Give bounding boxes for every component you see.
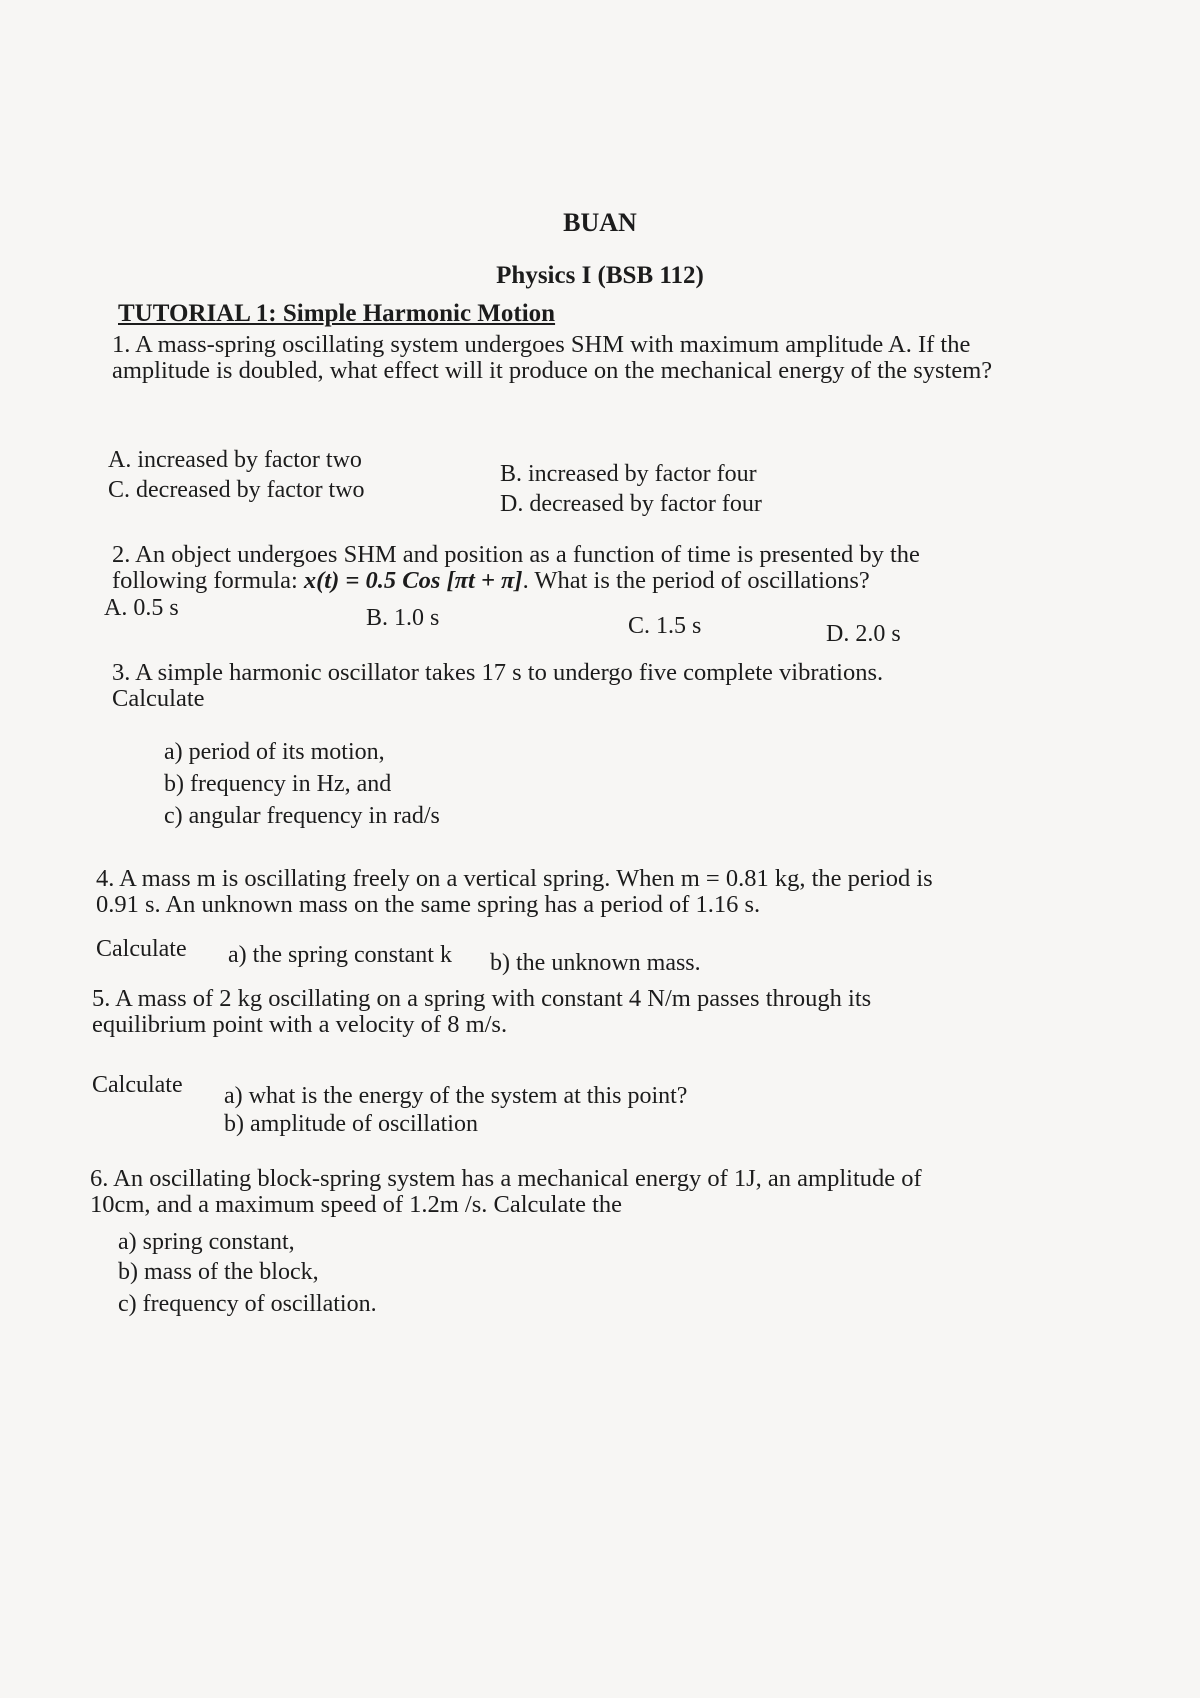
question-5-text: 5. A mass of 2 kg oscillating on a spring with constant 4 N/m passes through its equilibrium point with a velocity of 8 m/s. — [92, 985, 872, 1038]
question-4-part-a: a) the spring constant k — [228, 942, 452, 968]
question-4-part-b: b) the unknown mass. — [490, 950, 701, 976]
tutorial-title: TUTORIAL 1: Simple Harmonic Motion — [118, 300, 556, 327]
question-6-text: 6. An oscillating block-spring system has a mechanical energy of 1J, an amplitude of 10cm, and a maximum speed of 1.2m /s. Calculate the — [90, 1165, 922, 1218]
question-5-part-b: b) amplitude of oscillation — [224, 1111, 478, 1137]
question-4-text: 4. A mass m is oscillating freely on a vertical spring. When m = 0.81 kg, the period is 0.91 s. An unknown mass on the same spring has a period of 1.16 s. — [96, 865, 933, 918]
question-1-option-a: A. increased by factor two — [108, 447, 362, 473]
institution-heading: BUAN — [563, 208, 637, 237]
question-1-text: 1. A mass-spring oscillating system undergoes SHM with maximum amplitude A. If the amplitude is doubled, what effect will it produce on the mechanical energy of the system? — [112, 331, 993, 384]
question-6-part-a: a) spring constant, — [118, 1229, 295, 1255]
question-5-part-a: a) what is the energy of the system at this point? — [224, 1083, 688, 1109]
question-6-part-b: b) mass of the block, — [118, 1259, 319, 1285]
question-2-text-before: 2. An object undergoes SHM and position as a function of time is presented by the following formula: — [112, 541, 920, 594]
question-3-part-a: a) period of its motion, — [164, 739, 385, 765]
question-1-option-b: B. increased by factor four — [500, 461, 757, 487]
question-1-option-d: D. decreased by factor four — [500, 491, 762, 517]
course-heading: Physics I (BSB 112) — [496, 262, 704, 289]
question-2-option-c: C. 1.5 s — [628, 613, 702, 639]
question-4-calculate-label: Calculate — [96, 936, 187, 962]
question-2-text-after: . What is the period of oscillations? — [522, 567, 870, 594]
question-2-option-a: A. 0.5 s — [104, 595, 179, 621]
question-1-option-c: C. decreased by factor two — [108, 477, 365, 503]
question-2-formula: x(t) = 0.5 Cos [πt + π] — [303, 567, 523, 594]
question-3-part-c: c) angular frequency in rad/s — [164, 803, 440, 829]
question-6-part-c: c) frequency of oscillation. — [118, 1291, 377, 1317]
question-3-text: 3. A simple harmonic oscillator takes 17 s to undergo five complete vibrations. Calculate — [112, 659, 884, 712]
question-3-part-b: b) frequency in Hz, and — [164, 771, 392, 797]
question-5-calculate-label: Calculate — [92, 1072, 183, 1098]
question-2-option-d: D. 2.0 s — [826, 621, 901, 647]
question-2-text — [112, 542, 972, 594]
question-2-option-b: B. 1.0 s — [366, 605, 440, 631]
